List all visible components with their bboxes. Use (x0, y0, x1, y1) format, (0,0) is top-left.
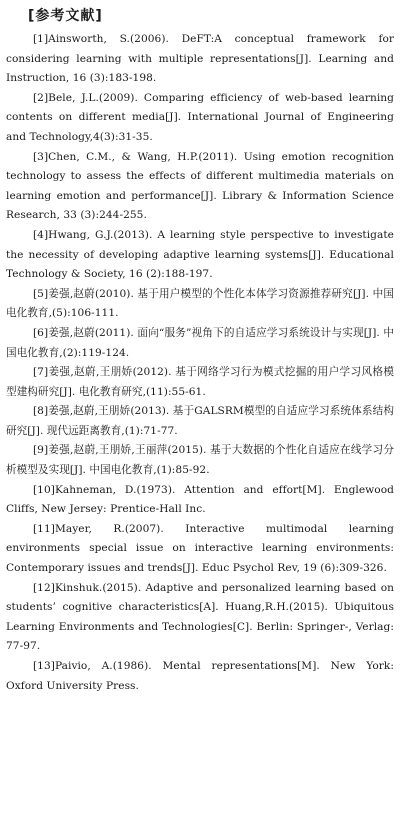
reference-item-6: [6]姜强,赵蔚(2011). 面向“服务”视角下的自适应学习系统设计与实现[J]. 中国电化教育,(2):119-124. (6, 326, 394, 359)
reference-item-10: [10]Kahneman, D.(1973). Attention and effort[M]. Englewood Cliffs, New Jersey: Prentice-Hall Inc. (6, 483, 394, 516)
reference-item-7: [7]姜强,赵蔚,王朋娇(2012). 基于网络学习行为模式挖掘的用户学习风格模型建构研究[J]. 电化教育研究,(11):55-61. (6, 366, 394, 398)
reference-page (6, 4, 394, 696)
reference-item-3: [3]Chen, C.M., & Wang, H.P.(2011). Using emotion recognition technology to assess the effects of different multimedia materials on learning emotion and performance[J]. Library & Information Science Research, 33 (3):244-255. (6, 150, 394, 222)
references-heading: [参考文献] (28, 8, 103, 24)
reference-item-8: [8]姜强,赵蔚,王朋娇(2013). 基于GALSRM模型的自适应学习系统体系结构研究[J]. 现代远距离教育,(1):71-77. (6, 405, 394, 437)
reference-item-1: [1]Ainsworth, S.(2006). DeFT:A conceptual framework for considering learning with multiple representations[J]. Learning and Instruction, 16 (3):183-198. (6, 33, 394, 85)
reference-item-11: [11]Mayer, R.(2007). Interactive multimodal learning environments special issue on interactive learning environments: Contemporary issues and trends[J]. Educ Psychol Rev, 19 (6):309-326. (6, 522, 394, 575)
reference-item-2: [2]Bele, J.L.(2009). Comparing efficiency of web-based learning contents on different media[J]. International Journal of Engineering and Technology,4(3):31-35. (6, 91, 394, 143)
reference-item-4: [4]Hwang, G.J.(2013). A learning style perspective to investigate the necessity of developing adaptive learning systems[J]. Educational Technology & Society, 16 (2):188-197. (6, 228, 394, 281)
reference-item-9: [9]姜强,赵蔚,王朋娇,王丽萍(2015). 基于大数据的个性化自适应在线学习分析模型及实现[J]. 中国电化教育,(1):85-92. (6, 444, 394, 477)
reference-item-12: [12]Kinshuk.(2015). Adaptive and personalized learning based on students’ cognitive characteristics[A]. Huang,R.H.(2015). Ubiquitous Learning Environments and Technologies[C]. Berlin: Springer-, Verlag: 77-97. (6, 581, 394, 653)
reference-item-5: [5]姜强,赵蔚(2010). 基于用户模型的个性化本体学习资源推荐研究[J]. 中国电化教育,(5):106-111. (6, 287, 394, 320)
reference-item-13: [13]Paivio, A.(1986). Mental representations[M]. New York: Oxford University Press. (6, 660, 394, 692)
